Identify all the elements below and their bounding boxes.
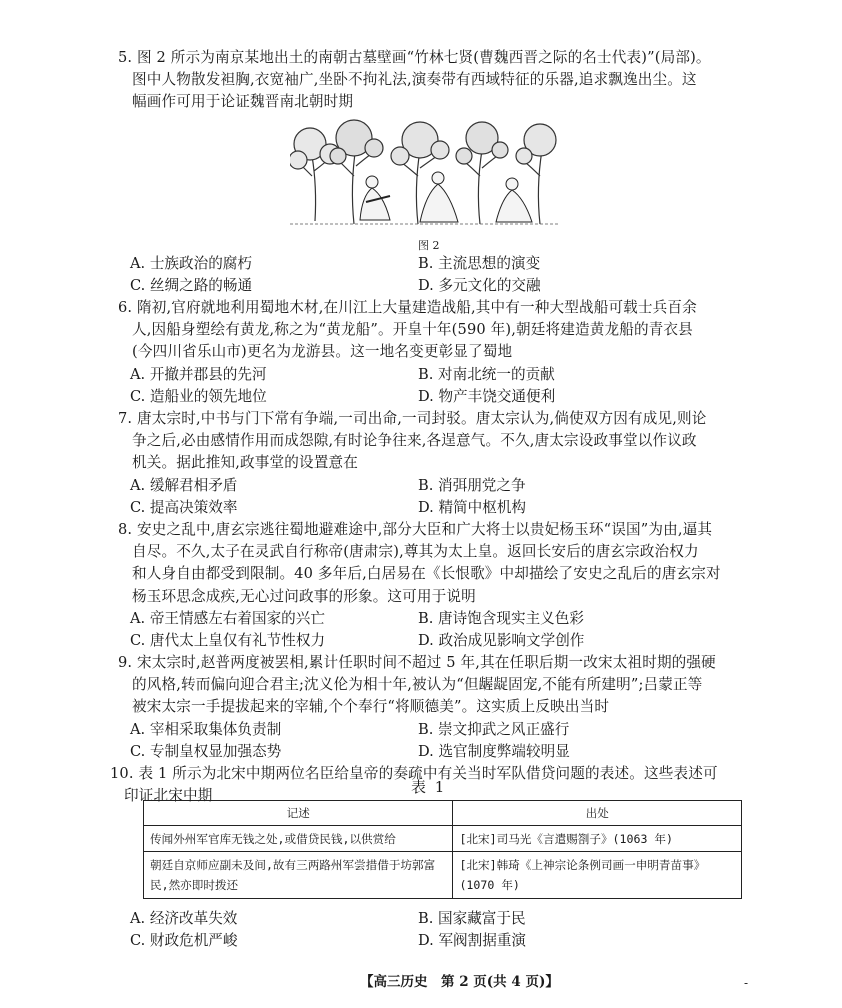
q7-option-a: A. 缓解君相矛盾 xyxy=(130,477,238,494)
q5-option-c: C. 丝绸之路的畅通 xyxy=(130,277,253,295)
q7-option-d: D. 精简中枢机构 xyxy=(418,499,527,517)
table-row xyxy=(144,852,742,899)
page-footer: 【高三历史 第 2 页(共 4 页)】 xyxy=(360,974,559,990)
q9-line-2: 的风格,转而偏向迎合君主;沈义伦为相十年,被认为“但龌龊固宠,不能有所建明”;吕蒙正等 xyxy=(132,676,703,694)
q7-option-c: C. 提高决策效率 xyxy=(130,499,238,517)
q8-options xyxy=(130,608,730,652)
table-header-row xyxy=(144,801,742,826)
question-7 xyxy=(118,408,736,475)
table-cell-record: 朝廷自京师应副未及间,故有三两路州军尝措借于坊郭富民,然亦即时拨还 xyxy=(144,852,453,899)
table-title: 表 1 xyxy=(411,778,447,796)
q5-option-a: A. 士族政治的腐朽 xyxy=(130,255,252,272)
q9-option-c: C. 专制皇权显加强态势 xyxy=(130,743,282,761)
q10-options xyxy=(130,908,730,952)
q5-line-1: 5. 图 2 所示为南京某地出土的南朝古墓壁画“竹林七贤(曹魏西晋之际的名士代表)”(局部)。 xyxy=(118,49,711,66)
q6-option-c: C. 造船业的领先地位 xyxy=(130,388,267,406)
q6-option-a: A. 开撤并郡县的先河 xyxy=(130,366,267,383)
q5-line-2: 图中人物散发袒胸,衣宽袖广,坐卧不拘礼法,演奏带有西域特征的乐器,追求飘逸出尘。这 xyxy=(132,71,697,89)
table-cell-record: 传闻外州军官库无钱之处,或借贷民钱,以供赏给 xyxy=(144,826,453,852)
q7-options xyxy=(130,475,730,519)
table-header-record: 记述 xyxy=(144,801,453,826)
q10-line-1: 10. 表 1 所示为北宋中期两位名臣给皇帝的奏疏中有关当时军队借贷问题的表述。这些表述可 xyxy=(110,765,718,782)
table-1 xyxy=(143,800,742,899)
question-5 xyxy=(118,47,736,114)
q8-option-c: C. 唐代太上皇仅有礼节性权力 xyxy=(130,632,326,650)
q8-option-b: B. 唐诗饱含现实主义色彩 xyxy=(418,610,584,627)
q9-option-b: B. 崇文抑武之风正盛行 xyxy=(418,721,570,738)
q7-option-b: B. 消弭朋党之争 xyxy=(418,477,526,494)
q8-line-2: 自尽。不久,太子在灵武自行称帝(唐肃宗),尊其为太上皇。返回长安后的唐玄宗政治权力 xyxy=(132,543,699,561)
q6-option-d: D. 物产丰饶交通便利 xyxy=(418,388,556,406)
q9-line-1: 9. 宋太宗时,赵普两度被罢相,累计任职时间不超过 5 年,其在任职后期一改宋太祖时期的强硬 xyxy=(118,654,716,671)
q7-line-1: 7. 唐太宗时,中书与门下常有争端,一司出命,一司封驳。唐太宗认为,倘使双方因有成见,则论 xyxy=(118,410,707,427)
q6-line-1: 6. 隋初,官府就地利用蜀地木材,在川江上大量建造战船,其中有一种大型战船可载士兵百余 xyxy=(118,299,697,316)
q6-line-3: (今四川省乐山市)更名为龙游县。这一地名变更彰显了蜀地 xyxy=(132,343,513,361)
question-6 xyxy=(118,297,736,364)
table-row xyxy=(144,826,742,852)
table-cell-source: [北宋]司马光《言遣赐劄子》(1063 年) xyxy=(453,826,742,852)
q9-line-3: 被宋太宗一手提拔起来的宰辅,个个奉行“将顺德美”。这实质上反映出当时 xyxy=(132,698,610,716)
figure-caption: 图 2 xyxy=(418,239,440,252)
mural-figure xyxy=(290,116,558,236)
question-8 xyxy=(118,519,736,608)
q8-option-d: D. 政治成见影响文学创作 xyxy=(418,632,585,650)
table-header-source: 出处 xyxy=(453,801,742,826)
q8-option-a: A. 帝王情感左右着国家的兴亡 xyxy=(130,610,325,627)
q8-line-3: 和人身自由都受到限制。40 多年后,白居易在《长恨歌》中却描绘了安史之乱后的唐玄宗对 xyxy=(132,565,721,583)
q6-options xyxy=(130,364,730,408)
q8-line-4: 杨玉环思念成疾,无心过问政事的形象。这可用于说明 xyxy=(132,587,476,605)
q6-option-b: B. 对南北统一的贡献 xyxy=(418,366,555,383)
q10-option-b: B. 国家藏富于民 xyxy=(418,910,526,927)
q7-line-2: 争之后,必由感情作用而成怨隙,有时论争往来,各逞意气。不久,唐太宗设政事堂以作议政 xyxy=(132,432,697,450)
q10-option-c: C. 财政危机严峻 xyxy=(130,932,238,950)
footer-dash: - xyxy=(744,976,749,990)
q6-line-2: 人,因船身塑绘有黄龙,称之为“黄龙船”。开皇十年(590 年),朝廷将建造黄龙船的青衣县 xyxy=(132,321,693,339)
q5-options xyxy=(130,253,730,297)
q10-option-d: D. 军阀割据重演 xyxy=(418,932,527,950)
question-9 xyxy=(118,652,736,719)
q9-option-d: D. 选官制度弊端较明显 xyxy=(418,743,570,761)
q5-line-3: 幅画作可用于论证魏晋南北朝时期 xyxy=(132,93,354,111)
table-cell-source: [北宋]韩琦《上神宗论条例司画一申明青苗事》(1070 年) xyxy=(453,852,742,899)
q10-option-a: A. 经济改革失效 xyxy=(130,910,238,927)
q5-option-b: B. 主流思想的演变 xyxy=(418,255,541,272)
q5-option-d: D. 多元文化的交融 xyxy=(418,277,541,295)
q9-option-a: A. 宰相采取集体负责制 xyxy=(130,721,282,738)
q8-line-1: 8. 安史之乱中,唐玄宗逃往蜀地避难途中,部分大臣和广大将士以贵妃杨玉环“误国”为由,逼其 xyxy=(118,521,713,538)
q10-line-2: 印证北宋中期 xyxy=(124,787,213,805)
q7-line-3: 机关。据此推知,政事堂的设置意在 xyxy=(132,454,358,472)
